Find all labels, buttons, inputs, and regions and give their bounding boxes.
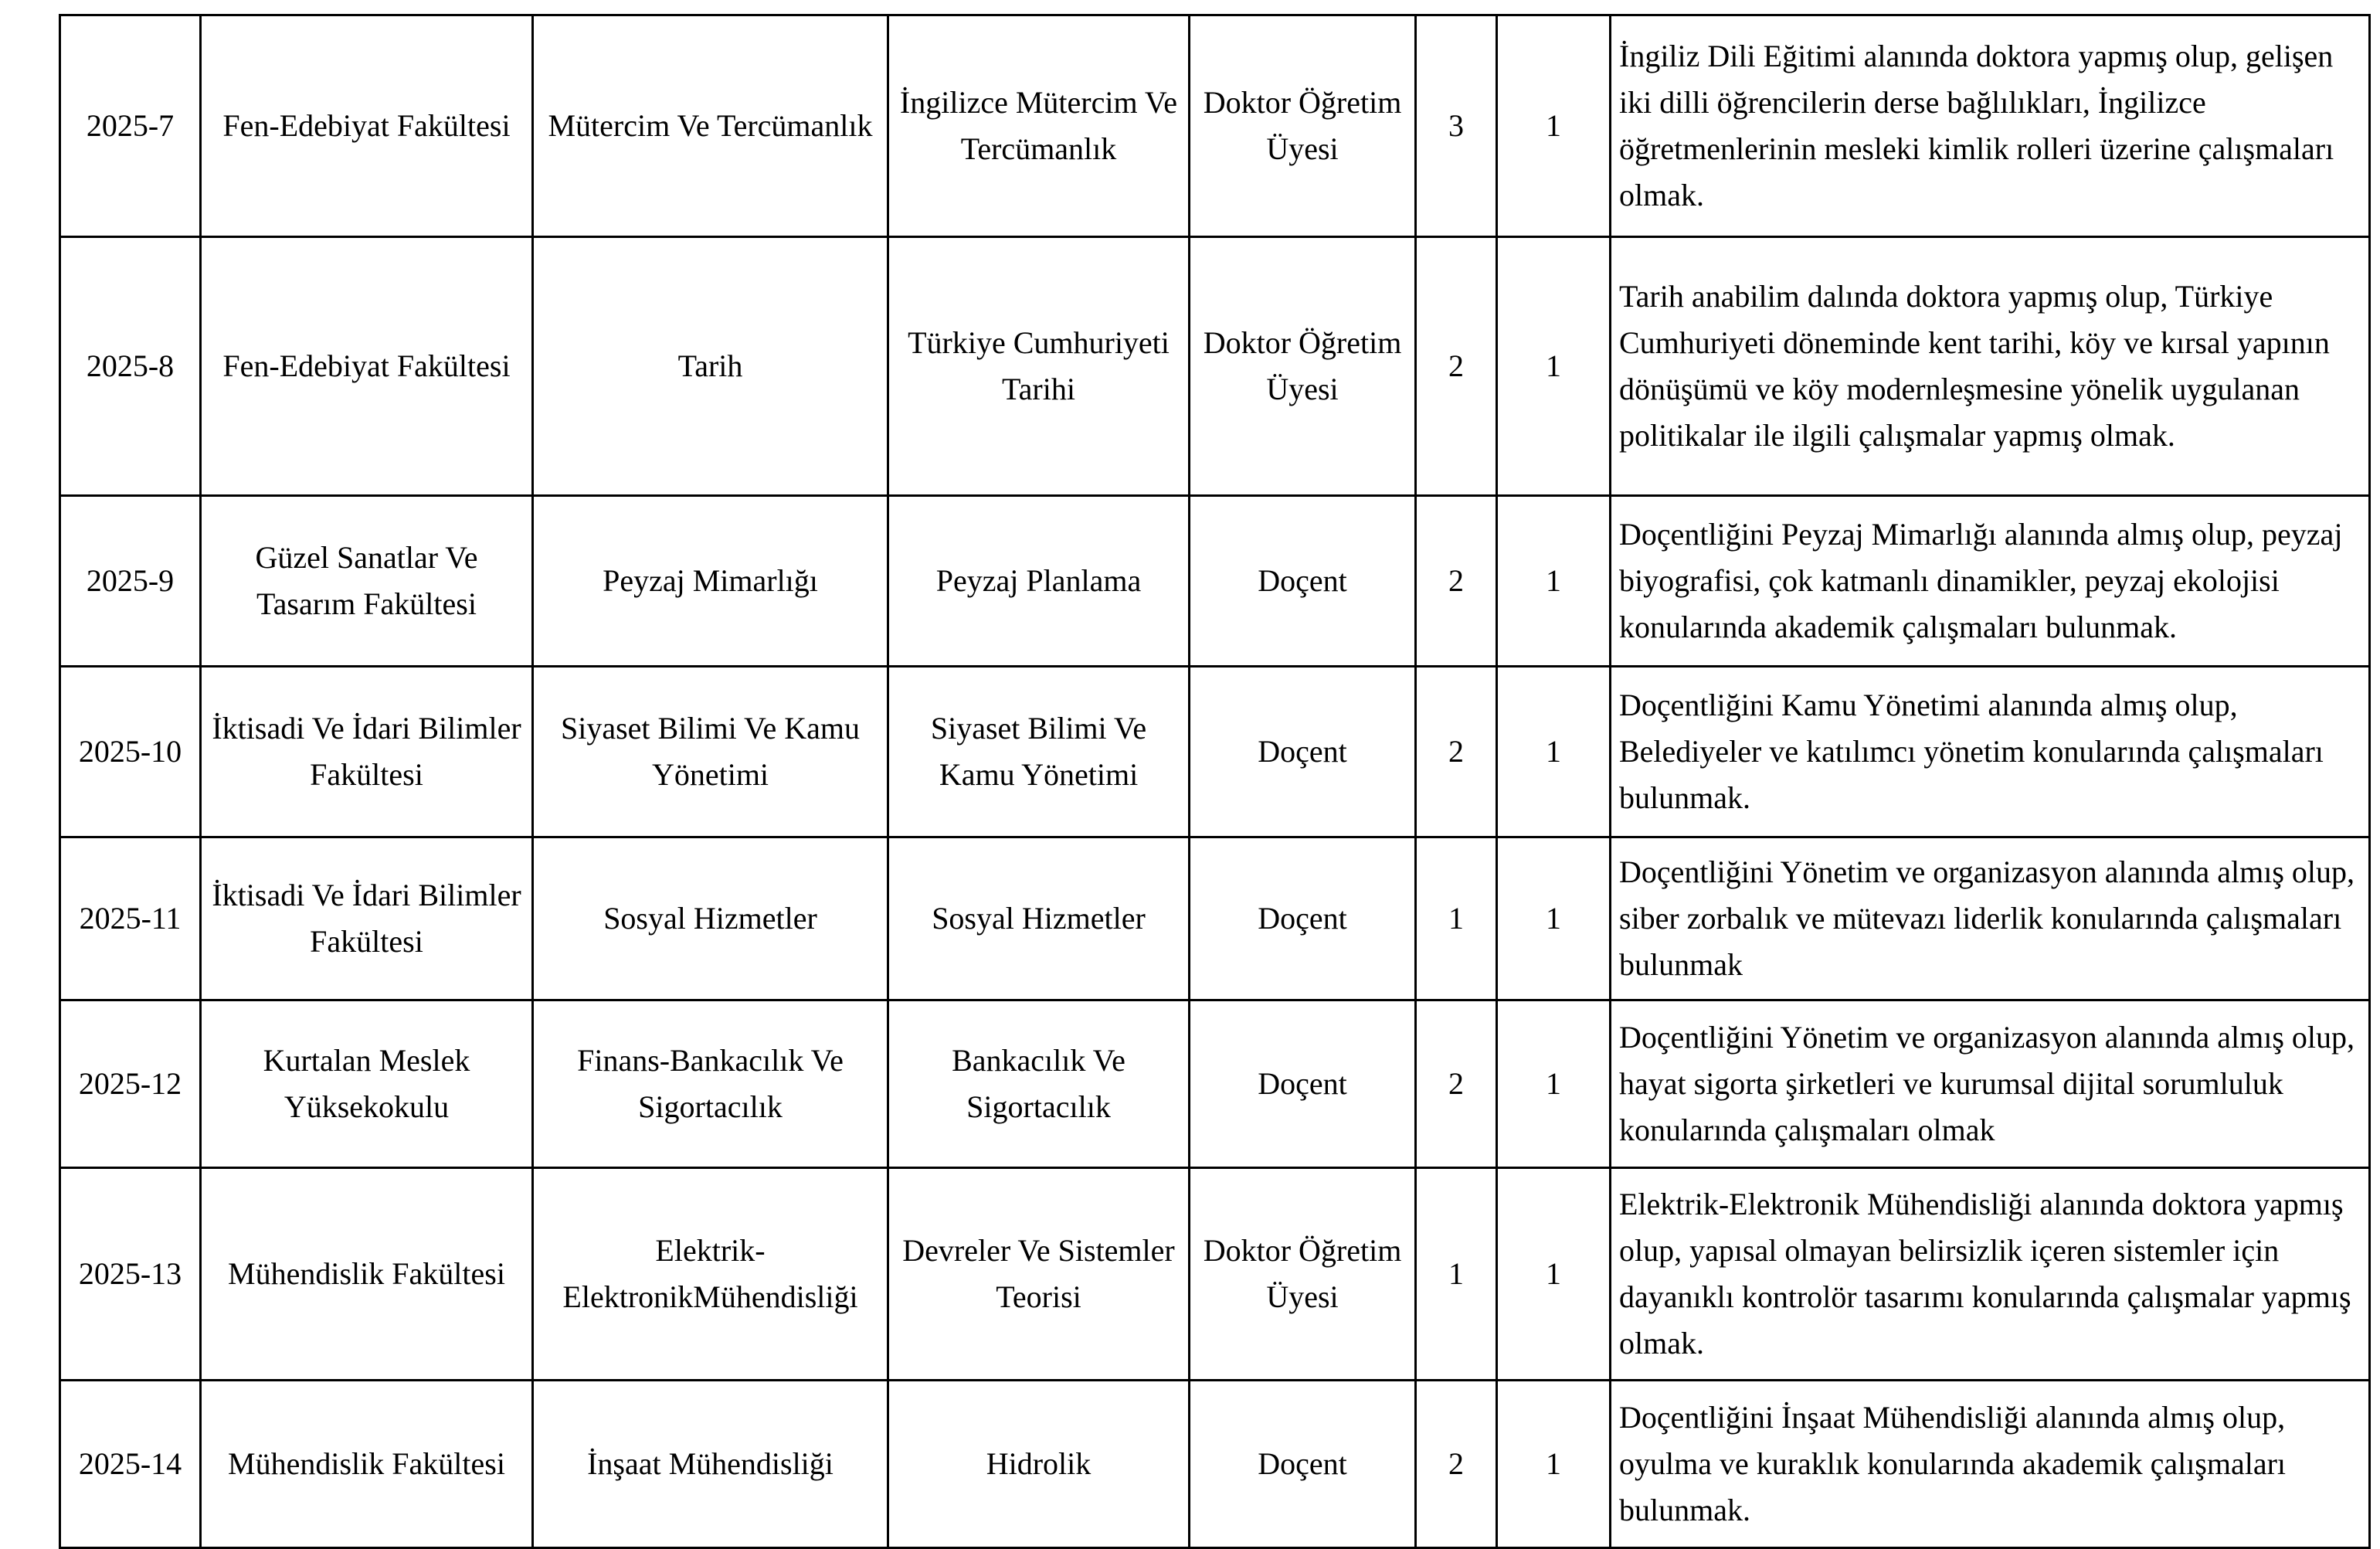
table-row <box>60 837 2370 1000</box>
cell-grade: 2 <box>1416 496 1497 667</box>
table-row <box>60 1168 2370 1381</box>
cell-program: Türkiye Cumhuriyeti Tarihi <box>888 237 1190 496</box>
cell-program: Siyaset Bilimi Ve Kamu Yönetimi <box>888 667 1190 837</box>
cell-program: Hidrolik <box>888 1381 1190 1548</box>
cell-faculty: Güzel Sanatlar Ve Tasarım Fakültesi <box>201 496 533 667</box>
cell-program: Peyzaj Planlama <box>888 496 1190 667</box>
cell-academic-title: Doçent <box>1190 496 1416 667</box>
cell-academic-title: Doçent <box>1190 667 1416 837</box>
cell-faculty: Kurtalan Meslek Yüksekokulu <box>201 1000 533 1168</box>
cell-announcement-no: 2025-14 <box>60 1381 201 1548</box>
cell-department: Mütercim Ve Tercümanlık <box>533 15 888 237</box>
table-row <box>60 1381 2370 1548</box>
cell-grade: 2 <box>1416 237 1497 496</box>
cell-academic-title: Doktor Öğretim Üyesi <box>1190 15 1416 237</box>
cell-grade: 1 <box>1416 1168 1497 1381</box>
cell-quota: 1 <box>1497 1168 1611 1381</box>
cell-program: Sosyal Hizmetler <box>888 837 1190 1000</box>
cell-department: Tarih <box>533 237 888 496</box>
cell-announcement-no: 2025-9 <box>60 496 201 667</box>
vacancy-table <box>59 14 2371 1549</box>
cell-grade: 2 <box>1416 667 1497 837</box>
cell-quota: 1 <box>1497 1000 1611 1168</box>
cell-announcement-no: 2025-7 <box>60 15 201 237</box>
cell-department: Elektrik-ElektronikMühendisliği <box>533 1168 888 1381</box>
cell-department: Peyzaj Mimarlığı <box>533 496 888 667</box>
cell-quota: 1 <box>1497 237 1611 496</box>
cell-quota: 1 <box>1497 1381 1611 1548</box>
cell-quota: 1 <box>1497 667 1611 837</box>
cell-requirements: Doçentliğini İnşaat Mühendisliği alanında almış olup, oyulma ve kuraklık konularında akademik çalışmaları bulunmak. <box>1611 1381 2370 1548</box>
table-row <box>60 667 2370 837</box>
cell-announcement-no: 2025-13 <box>60 1168 201 1381</box>
cell-academic-title: Doktor Öğretim Üyesi <box>1190 237 1416 496</box>
cell-department: Sosyal Hizmetler <box>533 837 888 1000</box>
cell-requirements: Doçentliğini Peyzaj Mimarlığı alanında almış olup, peyzaj biyografisi, çok katmanlı dinamikler, peyzaj ekolojisi konularında akademik çalışmaları bulunmak. <box>1611 496 2370 667</box>
cell-grade: 2 <box>1416 1000 1497 1168</box>
cell-faculty: İktisadi Ve İdari Bilimler Fakültesi <box>201 667 533 837</box>
cell-grade: 3 <box>1416 15 1497 237</box>
cell-academic-title: Doçent <box>1190 1000 1416 1168</box>
cell-announcement-no: 2025-8 <box>60 237 201 496</box>
table-row <box>60 1000 2370 1168</box>
cell-quota: 1 <box>1497 496 1611 667</box>
cell-faculty: Mühendislik Fakültesi <box>201 1381 533 1548</box>
cell-academic-title: Doçent <box>1190 837 1416 1000</box>
cell-quota: 1 <box>1497 15 1611 237</box>
cell-program: Bankacılık Ve Sigortacılık <box>888 1000 1190 1168</box>
cell-faculty: Fen-Edebiyat Fakültesi <box>201 237 533 496</box>
cell-requirements: Doçentliğini Yönetim ve organizasyon alanında almış olup, hayat sigorta şirketleri ve kurumsal dijital sorumluluk konularında çalışmaları olmak <box>1611 1000 2370 1168</box>
cell-academic-title: Doktor Öğretim Üyesi <box>1190 1168 1416 1381</box>
cell-department: Finans-Bankacılık Ve Sigortacılık <box>533 1000 888 1168</box>
cell-requirements: Doçentliğini Yönetim ve organizasyon alanında almış olup, siber zorbalık ve mütevazı liderlik konularında çalışmaları bulunmak <box>1611 837 2370 1000</box>
cell-faculty: Fen-Edebiyat Fakültesi <box>201 15 533 237</box>
cell-faculty: İktisadi Ve İdari Bilimler Fakültesi <box>201 837 533 1000</box>
cell-department: Siyaset Bilimi Ve Kamu Yönetimi <box>533 667 888 837</box>
table-row <box>60 496 2370 667</box>
cell-quota: 1 <box>1497 837 1611 1000</box>
cell-grade: 2 <box>1416 1381 1497 1548</box>
cell-announcement-no: 2025-10 <box>60 667 201 837</box>
cell-announcement-no: 2025-11 <box>60 837 201 1000</box>
cell-grade: 1 <box>1416 837 1497 1000</box>
cell-department: İnşaat Mühendisliği <box>533 1381 888 1548</box>
cell-requirements: Doçentliğini Kamu Yönetimi alanında almış olup, Belediyeler ve katılımcı yönetim konularında çalışmaları bulunmak. <box>1611 667 2370 837</box>
cell-requirements: Elektrik-Elektronik Mühendisliği alanında doktora yapmış olup, yapısal olmayan belirsizlik içeren sistemler için dayanıklı kontrolör tasarımı konularında çalışmalar yapmış olmak. <box>1611 1168 2370 1381</box>
cell-requirements: Tarih anabilim dalında doktora yapmış olup, Türkiye Cumhuriyeti döneminde kent tarihi, köy ve kırsal yapının dönüşümü ve köy modernleşmesine yönelik uygulanan politikalar ile ilgili çalışmalar yapmış olmak. <box>1611 237 2370 496</box>
cell-announcement-no: 2025-12 <box>60 1000 201 1168</box>
cell-requirements: İngiliz Dili Eğitimi alanında doktora yapmış olup, gelişen iki dilli öğrencilerin derse bağlılıkları, İngilizce öğretmenlerinin mesleki kimlik rolleri üzerine çalışmaları olmak. <box>1611 15 2370 237</box>
cell-program: Devreler Ve Sistemler Teorisi <box>888 1168 1190 1381</box>
table-row <box>60 237 2370 496</box>
cell-academic-title: Doçent <box>1190 1381 1416 1548</box>
cell-faculty: Mühendislik Fakültesi <box>201 1168 533 1381</box>
table-row <box>60 15 2370 237</box>
cell-program: İngilizce Mütercim Ve Tercümanlık <box>888 15 1190 237</box>
